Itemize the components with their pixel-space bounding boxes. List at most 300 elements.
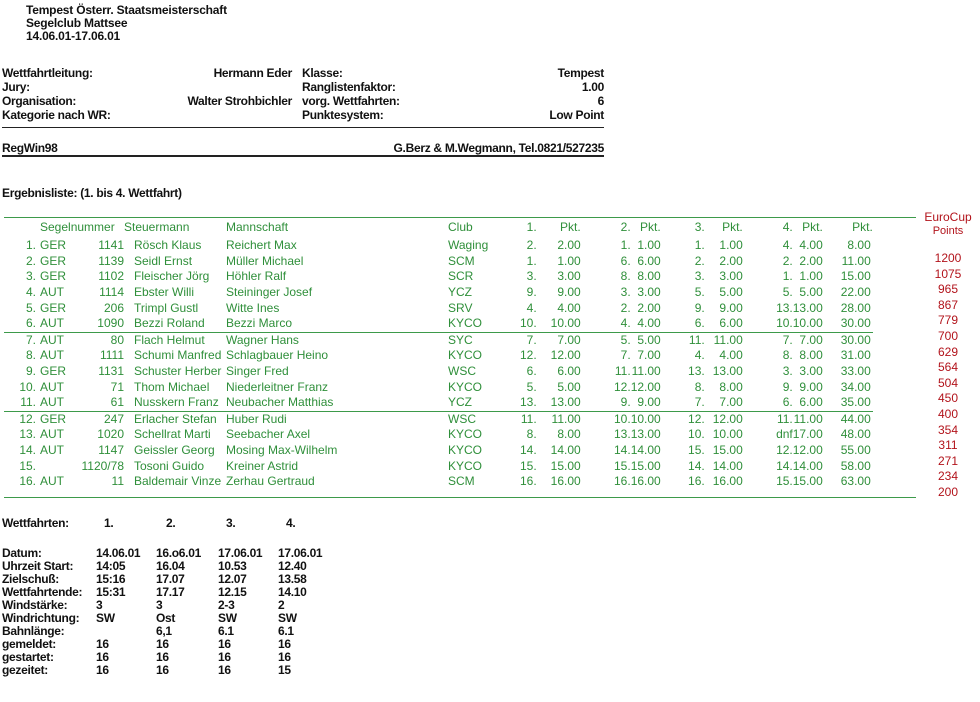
result-total-points: 58.00 (840, 458, 871, 473)
result-helmsman: Schumi Manfred (134, 348, 222, 363)
result-nation: GER (40, 269, 67, 284)
result-crew: Niederleitner Franz (226, 379, 329, 394)
result-race1-points: 3.00 (557, 269, 581, 284)
result-race4-place: 3. (782, 364, 793, 379)
result-race4-place: 9. (782, 379, 793, 394)
result-race4-place: dnf (776, 427, 793, 442)
result-rank: 4. (25, 285, 36, 300)
result-club: SYC (448, 332, 520, 348)
result-race3-points: 9.00 (719, 300, 743, 315)
result-race3-place: 8. (694, 379, 705, 394)
result-race3-place: 6. (694, 316, 705, 331)
event-club: Segelclub Mattsee (26, 16, 128, 30)
result-sail-number: 1111 (99, 348, 124, 363)
result-race4-place: 13. (776, 300, 793, 315)
result-race3-place: 4. (694, 348, 705, 363)
col-header-race3: 3. (694, 220, 705, 234)
table-header-row (4, 217, 873, 238)
result-race1-points: 12.00 (550, 348, 581, 363)
result-race3-points: 14.00 (712, 458, 743, 473)
result-crew: Schlagbauer Heino (226, 348, 329, 363)
col-header-race2-points: Pkt. (640, 220, 661, 234)
schedule-label: gestartet: (2, 649, 54, 664)
result-sail-number: 1147 (98, 443, 124, 458)
result-nation: GER (40, 238, 67, 253)
eurocup-points: 354 (937, 422, 959, 437)
schedule-value: 12.40 (278, 558, 307, 573)
eurocup-points: 400 (937, 407, 959, 421)
result-race2-points: 12.00 (630, 379, 661, 394)
result-nation: AUT (40, 379, 64, 394)
col-header-race4-points: Pkt. (802, 220, 823, 234)
schedule-value: SW (218, 610, 237, 625)
result-rank: 10. (19, 379, 36, 394)
result-race2-place: 5. (589, 332, 631, 348)
result-race3-points: 4.00 (719, 348, 743, 363)
result-rank: 9. (25, 364, 36, 379)
result-helmsman: Baldemair Vinze (134, 474, 222, 489)
schedule-value: 3 (96, 597, 103, 612)
result-race2-place: 9. (620, 395, 631, 410)
result-total-points: 8.00 (847, 238, 871, 253)
result-crew: Zerhau Gertraud (226, 474, 315, 489)
result-race3-place: 9. (694, 300, 705, 315)
result-helmsman: Nusskern Franz (134, 395, 219, 410)
divider (2, 155, 604, 157)
schedule-value: 14.10 (278, 584, 307, 599)
eurocup-points: 450 (937, 391, 959, 406)
result-total-points: 28.00 (840, 300, 871, 315)
result-club: WSC (448, 411, 520, 427)
result-crew: Kreiner Astrid (226, 458, 299, 473)
result-nation: AUT (40, 316, 64, 331)
result-race2-place: 7. (620, 348, 631, 363)
schedule-value: SW (278, 610, 297, 625)
table-row (4, 379, 873, 395)
schedule-row (2, 663, 338, 676)
result-total-points: 31.00 (840, 348, 871, 363)
result-club: KYCO (448, 458, 483, 473)
result-nation: AUT (40, 474, 64, 489)
col-header-race1-points: Pkt. (560, 220, 581, 234)
schedule-race-3: 3. (226, 516, 236, 530)
schedule-value: 13.58 (278, 571, 307, 586)
result-helmsman: Erlacher Stefan (124, 411, 226, 427)
table-row (4, 285, 873, 301)
result-crew: Neubacher Matthias (226, 395, 334, 410)
result-total-points: 22.00 (840, 285, 871, 300)
result-nation: GER (40, 300, 67, 315)
schedule-value: 16 (156, 636, 169, 651)
result-race4-place: 4. (782, 238, 793, 253)
schedule-label: Uhrzeit Start: (2, 558, 74, 573)
result-sail-number: 1131 (98, 364, 124, 379)
schedule-label: Zielschuß: (2, 571, 60, 586)
result-crew: Mosing Max-Wilhelm (226, 443, 338, 458)
result-crew: Höhler Ralf (226, 269, 287, 284)
result-race2-place: 12. (614, 379, 631, 394)
result-nation: GER (40, 253, 67, 268)
result-total-points: 33.00 (840, 364, 871, 379)
result-crew: Seebacher Axel (226, 427, 311, 442)
col-header-race2: 2. (620, 220, 631, 234)
table-row (4, 458, 873, 474)
schedule-value: 10.53 (218, 558, 247, 573)
schedule-race-4: 4. (286, 516, 296, 530)
result-race4-place: 8. (782, 348, 793, 363)
result-race3-place: 1. (694, 238, 705, 253)
result-race3-place: 13. (688, 364, 705, 379)
result-race3-points: 1.00 (719, 238, 743, 253)
schedule-value: Ost (156, 610, 176, 625)
result-race3-points: 15.00 (712, 443, 743, 458)
result-rank: 15. (19, 458, 36, 473)
result-crew: Reichert Max (226, 238, 297, 253)
event-header (26, 4, 227, 43)
eurocup-points: 504 (937, 375, 959, 390)
result-club: SCM (448, 253, 475, 268)
result-race4-points: 8.00 (799, 348, 823, 363)
result-sail-number: 1020 (97, 427, 124, 442)
schedule-label: Windstärke: (2, 597, 68, 612)
result-race4-place: 14. (776, 458, 793, 473)
schedule-value: 16 (218, 649, 231, 664)
result-club: WSC (448, 364, 476, 379)
result-race3-points: 12.00 (712, 411, 743, 426)
result-helmsman: Fleischer Jörg (134, 269, 210, 284)
result-sail-number: 1139 (98, 253, 124, 268)
table-bottom-border (4, 497, 916, 498)
result-race2-place: 16. (614, 474, 631, 489)
results-title: Ergebnisliste: (1. bis 4. Wettfahrt) (2, 186, 182, 200)
col-header-race4: 4. (782, 220, 793, 234)
results-table (4, 217, 873, 490)
result-club: SCR (448, 269, 474, 284)
result-race2-points: 10.00 (630, 411, 661, 426)
result-race3-place: 7. (694, 395, 705, 410)
result-total-points: 48.00 (840, 427, 871, 442)
result-club: KYCO (448, 316, 483, 331)
result-helmsman: Bezzi Roland (134, 316, 205, 331)
result-total-points: 63.00 (840, 474, 871, 489)
eurocup-points: 1200 (934, 251, 962, 265)
result-total-points: 11.00 (841, 253, 871, 268)
table-row (4, 364, 873, 380)
result-race4-points: 9.00 (799, 379, 823, 394)
result-race4-place: 11. (743, 411, 793, 427)
schedule-value: 17.06.01 (218, 545, 263, 560)
result-race1-points: 11.00 (537, 411, 581, 427)
col-header-total-points: Pkt. (852, 220, 873, 234)
schedule-value: 16 (96, 662, 109, 677)
schedule-value: 15:31 (96, 584, 126, 599)
result-nation: AUT (40, 395, 64, 410)
result-race3-place: 14. (688, 458, 705, 473)
schedule-value: 16.o6.01 (156, 545, 201, 560)
result-total-points: 44.00 (823, 411, 873, 427)
result-race3-place: 10. (688, 427, 705, 442)
schedule-value: 16 (156, 649, 169, 664)
result-race3-points: 2.00 (719, 253, 743, 268)
result-helmsman: Tosoni Guido (134, 458, 205, 473)
info-value-class: Tempest (557, 66, 604, 80)
result-race4-points: 11.00 (793, 411, 823, 426)
schedule-value: 14.06.01 (96, 545, 141, 560)
schedule-value: 3 (156, 597, 163, 612)
result-sail-number: 80 (78, 332, 124, 348)
schedule-race-1: 1. (104, 516, 114, 530)
result-race4-points: 15.00 (792, 474, 823, 489)
schedule-label: Wettfahrtende: (2, 584, 83, 599)
schedule-label: Datum: (2, 545, 42, 560)
table-row (4, 316, 873, 332)
result-race1-points: 15.00 (550, 458, 581, 473)
info-label-category: Kategorie nach WR: (2, 108, 111, 122)
table-row (4, 238, 873, 254)
result-rank: 2. (25, 253, 36, 268)
result-nation: GER (36, 411, 78, 427)
result-race1-points: 2.00 (557, 238, 581, 253)
info-value-race-management: Hermann Eder (213, 66, 292, 80)
eurocup-points: 779 (937, 313, 959, 328)
result-race1-place: 6. (526, 364, 537, 379)
result-race3-place: 5. (694, 285, 705, 300)
result-race4-place: 12. (776, 443, 793, 458)
result-total-points: 35.00 (840, 395, 871, 410)
result-race3-place: 3. (694, 269, 705, 284)
result-sail-number: 247 (78, 411, 124, 427)
schedule-value: 12.07 (218, 571, 247, 586)
result-race2-points: 16.00 (630, 474, 661, 489)
result-club: SCM (448, 474, 475, 489)
result-race3-place: 2. (694, 253, 705, 268)
eurocup-header-line1: EuroCup (924, 210, 972, 224)
schedule-row (2, 624, 338, 637)
result-rank: 1. (25, 238, 36, 253)
result-crew: Singer Fred (226, 364, 289, 379)
result-race3-place: 12. (661, 411, 705, 427)
info-left-labels (2, 66, 111, 122)
schedule-value: 16 (278, 636, 291, 651)
info-label-planned-races: vorg. Wettfahrten: (302, 94, 400, 108)
info-label-organisation: Organisation: (2, 94, 77, 108)
schedule-row (2, 559, 338, 572)
result-race4-points: 14.00 (792, 458, 823, 473)
result-helmsman: Trimpl Gustl (134, 300, 199, 315)
col-header-race3-points: Pkt. (722, 220, 743, 234)
result-sail-number: 1120/78 (81, 458, 124, 473)
result-race2-place: 8. (620, 269, 631, 284)
result-race3-points: 11.00 (713, 332, 743, 347)
result-race2-points: 7.00 (637, 348, 661, 363)
schedule-value: 6.1 (218, 623, 234, 638)
result-race1-place: 9. (526, 285, 537, 300)
schedule-row (2, 650, 338, 663)
table-row (4, 443, 873, 459)
result-sail-number: 61 (110, 395, 124, 410)
result-rank: 3. (25, 269, 36, 284)
result-race1-points: 16.00 (550, 474, 581, 489)
result-rank: 14. (19, 443, 36, 458)
result-race4-points: 4.00 (799, 238, 823, 253)
schedule-value: 17.07 (156, 571, 185, 586)
schedule-race-2: 2. (166, 516, 176, 530)
schedule-value: 16 (96, 649, 109, 664)
schedule-value: 16 (96, 636, 109, 651)
result-sail-number: 71 (110, 379, 124, 394)
result-race2-points: 15.00 (630, 458, 661, 473)
result-race1-place: 16. (520, 474, 537, 489)
result-club: SRV (448, 300, 473, 315)
result-helmsman: Seidl Ernst (134, 253, 193, 268)
table-row (4, 395, 873, 411)
info-label-class: Klasse: (302, 66, 343, 80)
col-header-helmsman: Steuermann (124, 220, 190, 234)
result-nation: AUT (40, 443, 64, 458)
result-race1-place: 11. (520, 411, 537, 426)
result-nation (36, 458, 78, 474)
schedule-value: 6,1 (156, 623, 172, 638)
result-club: KYCO (448, 379, 483, 394)
result-race4-points: 2.00 (799, 253, 823, 268)
result-race3-place: 11. (661, 332, 705, 348)
schedule-row (2, 572, 338, 585)
result-club: KYCO (448, 348, 483, 363)
result-nation: GER (40, 364, 67, 379)
event-title: Tempest Österr. Staatsmeisterschaft (26, 3, 227, 17)
result-club: KYCO (448, 443, 483, 458)
table-row (4, 269, 873, 285)
result-race1-place: 15. (520, 458, 537, 473)
table-row (4, 332, 873, 348)
divider (2, 127, 604, 128)
result-race2-place: 2. (620, 300, 631, 315)
eurocup-points: 234 (937, 469, 959, 484)
result-total-points: 15.00 (840, 269, 871, 284)
result-crew: Huber Rudi (226, 411, 448, 427)
result-total-points: 30.00 (823, 332, 873, 348)
result-race3-place: 15. (688, 443, 705, 458)
result-race1-place: 13. (520, 395, 537, 410)
result-rank: 12. (4, 411, 36, 427)
result-total-points: 55.00 (840, 443, 871, 458)
result-helmsman: Thom Michael (134, 379, 210, 394)
result-race1-place: 12. (520, 348, 537, 363)
result-rank: 5. (25, 300, 36, 315)
result-race1-place: 1. (526, 253, 537, 268)
result-crew: Witte Ines (226, 300, 280, 315)
result-race2-place: 3. (620, 285, 631, 300)
schedule-value: 16.04 (156, 558, 185, 573)
result-race3-points: 16.00 (712, 474, 743, 489)
schedule-value: 16 (218, 636, 231, 651)
schedule-value: 2 (278, 597, 285, 612)
result-race4-points: 1.00 (799, 269, 823, 284)
result-race4-points: 6.00 (799, 395, 823, 410)
result-race4-points: 7.00 (793, 332, 823, 348)
schedule-label: Windrichtung: (2, 610, 80, 625)
result-race2-place: 15. (614, 458, 631, 473)
schedule-label: gezeitet: (2, 662, 48, 677)
result-race4-place: 10. (776, 316, 793, 331)
eurocup-header-line2: Points (932, 225, 964, 237)
result-race4-points: 3.00 (799, 364, 823, 379)
result-race2-place: 14. (614, 443, 631, 458)
schedule-label: Bahnlänge: (2, 623, 65, 638)
eurocup-points: 564 (937, 360, 959, 375)
event-dates: 14.06.01-17.06.01 (26, 29, 121, 43)
result-race4-points: 10.00 (792, 316, 823, 331)
info-label-scoring-system: Punktesystem: (302, 108, 384, 122)
col-header-race1: 1. (526, 220, 537, 234)
schedule-value: 16 (278, 649, 291, 664)
result-race1-points: 8.00 (557, 427, 581, 442)
result-race4-place: 1. (782, 269, 793, 284)
software-name: RegWin98 (2, 141, 58, 155)
schedule-value: 6.1 (278, 623, 294, 638)
info-right-values (480, 66, 604, 122)
result-sail-number: 206 (103, 300, 124, 315)
info-value-planned-races: 6 (597, 94, 604, 108)
result-club: YCZ (448, 395, 472, 410)
schedule-value: 15 (278, 662, 291, 677)
schedule-row (2, 611, 338, 624)
result-helmsman: Schuster Herber (134, 364, 222, 379)
result-helmsman: Geissler Georg (134, 443, 215, 458)
schedule-label: gemeldet: (2, 636, 56, 651)
result-nation: AUT (40, 285, 64, 300)
result-race3-points: 3.00 (719, 269, 743, 284)
table-row (4, 411, 873, 427)
eurocup-points: 867 (937, 297, 959, 312)
schedule-value (96, 624, 156, 637)
table-row (4, 300, 873, 316)
result-crew: Wagner Hans (226, 332, 448, 348)
result-race2-place: 6. (620, 253, 631, 268)
eurocup-points: 965 (937, 282, 959, 297)
eurocup-header (918, 210, 978, 238)
result-rank: 6. (25, 316, 36, 331)
eurocup-points: 271 (937, 453, 959, 468)
schedule-value: 17.17 (156, 584, 185, 599)
result-race3-points: 13.00 (712, 364, 743, 379)
result-rank: 13. (19, 427, 36, 442)
result-sail-number: 1090 (97, 316, 124, 331)
result-race1-place: 4. (526, 300, 537, 315)
result-race4-place: 15. (776, 474, 793, 489)
result-race1-points: 5.00 (557, 379, 581, 394)
result-race1-points: 9.00 (557, 285, 581, 300)
table-row (4, 474, 873, 490)
result-race4-points: 17.00 (792, 427, 823, 442)
result-race1-points: 1.00 (557, 253, 581, 268)
result-race2-points: 6.00 (637, 253, 661, 268)
info-label-ranking-factor: Ranglistenfaktor: (302, 80, 396, 94)
result-rank: 11. (20, 395, 36, 410)
schedule-value: 14:05 (96, 558, 126, 573)
result-club: Waging (448, 238, 489, 253)
result-race3-points: 7.00 (719, 395, 743, 410)
schedule-title: Wettfahrten: (2, 516, 69, 530)
info-value-jury (170, 80, 292, 94)
col-header-sail-number: Segelnummer (40, 220, 115, 234)
schedule-row (2, 637, 338, 650)
result-race2-place: 4. (620, 316, 631, 331)
result-sail-number: 11 (111, 474, 124, 489)
result-rank: 8. (25, 348, 36, 363)
result-race2-points: 3.00 (637, 285, 661, 300)
schedule-value: 15:16 (96, 571, 126, 586)
